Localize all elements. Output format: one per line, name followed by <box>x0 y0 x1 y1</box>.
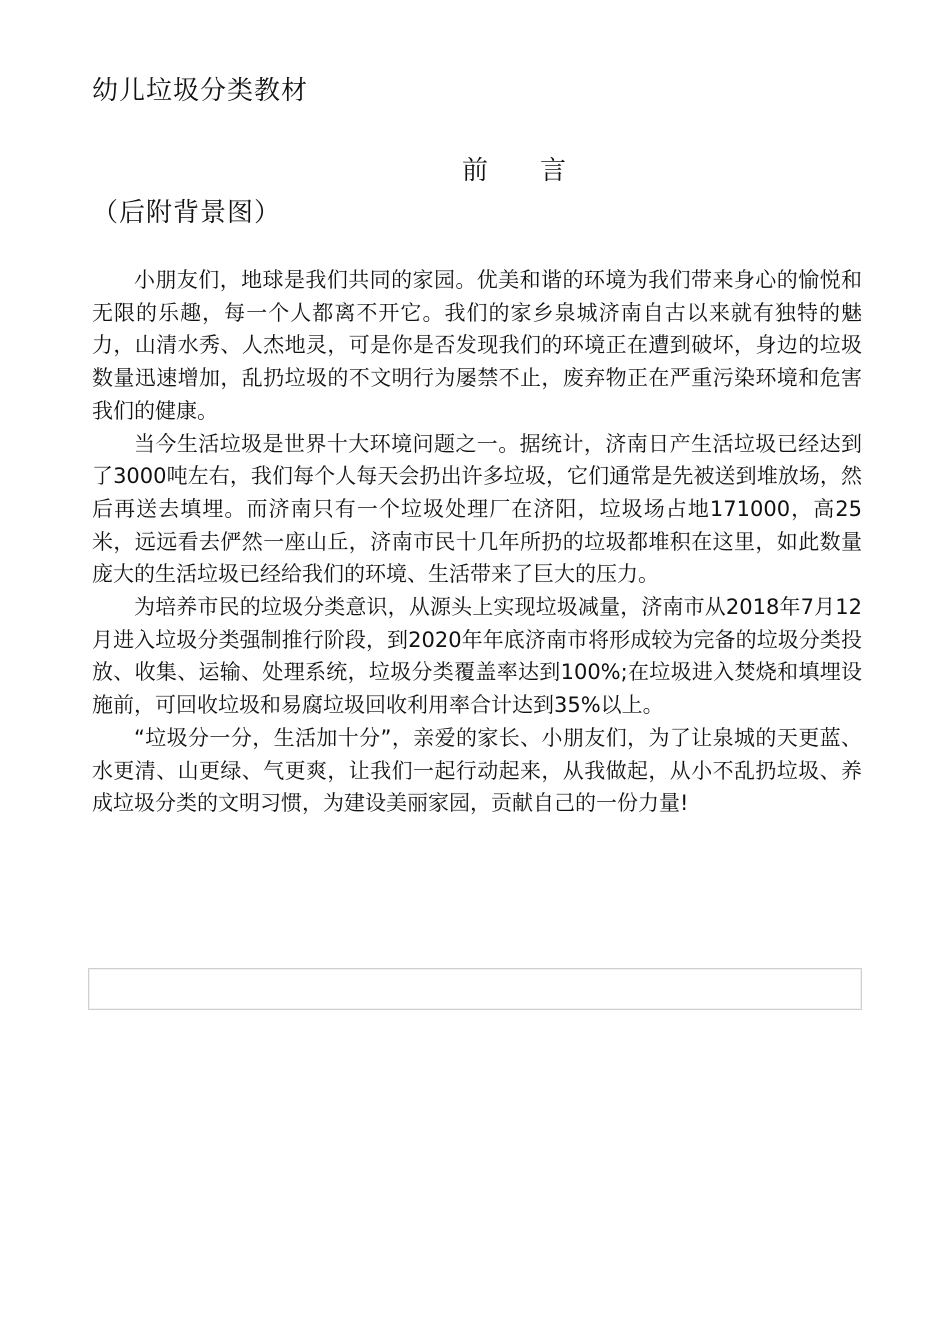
subtitle-note: （后附背景图） <box>92 198 282 228</box>
section-heading: 前言 <box>462 156 619 186</box>
paragraph-4: “垃圾分一分，生活加十分”，亲爱的家长、小朋友们，为了让泉城的天更蓝、水更清、山更绿、气更爽，让我们一起行动起来，从我做起，从小不乱扔垃圾、养成垃圾分类的文明习惯，为建设美丽家园，贡献自己的一份力量! <box>92 725 862 816</box>
preface-body <box>92 264 862 820</box>
paragraph-3: 为培养市民的垃圾分类意识，从源头上实现垃圾减量，济南市从2018年7月12月进入垃圾分类强制推行阶段，到2020年年底济南市将形成较为完备的垃圾分类投放、收集、运输、处理系统，垃圾分类覆盖率达到100%;在垃圾进入焚烧和填埋设施前，可回收垃圾和易腐垃圾回收利用率合计达到35%以上。 <box>92 595 862 718</box>
empty-frame <box>88 968 862 1010</box>
paragraph-1: 小朋友们，地球是我们共同的家园。优美和谐的环境为我们带来身心的愉悦和无限的乐趣，每一个人都离不开它。我们的家乡泉城济南自古以来就有独特的魅力，山清水秀、人杰地灵，可是你是否发现我们的环境正在遭到破坏，身边的垃圾数量迅速增加，乱扔垃圾的不文明行为屡禁不止，废弃物正在严重污染环境和危害我们的健康。 <box>92 268 862 423</box>
paragraph-2: 当今生活垃圾是世界十大环境问题之一。据统计，济南日产生活垃圾已经达到了3000吨左右，我们每个人每天会扔出许多垃圾，它们通常是先被送到堆放场，然后再送去填埋。而济南只有一个垃圾处理厂在济阳，垃圾场占地171000，高25米，远远看去俨然一座山丘，济南市民十几年所扔的垃圾都堆积在这里，如此数量庞大的生活垃圾已经给我们的环境、生活带来了巨大的压力。 <box>92 431 862 587</box>
document-title: 幼儿垃圾分类教材 <box>92 76 309 106</box>
